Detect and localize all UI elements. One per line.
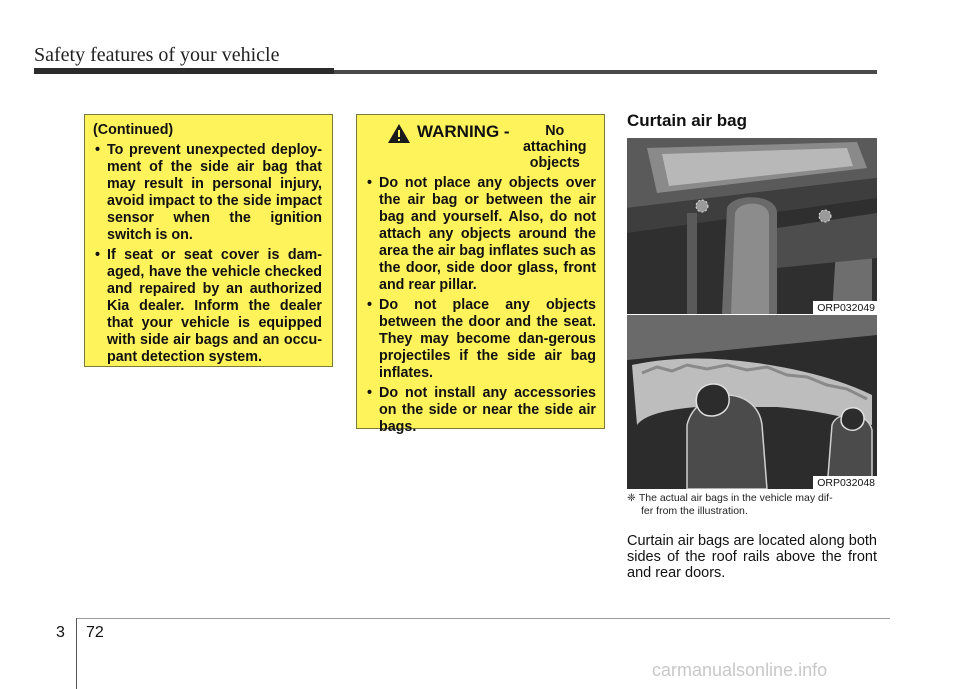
bullet-icon: •: [367, 385, 373, 401]
header-rule-accent: [34, 68, 334, 74]
list-item: [365, 385, 596, 436]
warning-heading: [365, 123, 596, 171]
list-item: [365, 297, 596, 382]
page-header-title: Safety features of your vehicle: [34, 44, 280, 66]
figure-code: ORP032049: [813, 301, 877, 314]
curtain-airbag-illustration-icon: [627, 315, 877, 489]
caution-list: [93, 142, 322, 366]
bullet-icon: •: [367, 297, 373, 313]
footer-rule: [76, 618, 890, 619]
section-title: Curtain air bag: [627, 111, 747, 130]
list-item-text: To prevent unexpected deploy-ment of the side air bag that may result in personal injury, avoid impact to the side impact sensor when the ignition switch is on.: [107, 142, 322, 243]
watermark: carmanualsonline.info: [652, 660, 828, 680]
bullet-icon: •: [95, 247, 101, 263]
footer-divider: [76, 618, 77, 689]
warning-triangle-icon: [387, 123, 411, 144]
illustration-note: [627, 492, 877, 518]
list-item: [365, 175, 596, 294]
bullet-icon: •: [367, 175, 373, 191]
note-mark: ❈: [627, 492, 636, 504]
list-item-text: If seat or seat cover is dam-aged, have the vehicle checked and repaired by an authorized Kia dealer. Inform the dealer that your vehicle is equipped with side air bags and an occu-pant detection system.: [107, 247, 322, 365]
figure-interior-roof: [627, 138, 877, 314]
list-item-text: Do not install any accessories on the side or near the side air bags.: [379, 385, 596, 435]
body-paragraph: Curtain air bags are located along both sides of the roof rails above the front and rear doors.: [627, 533, 877, 581]
list-item: [93, 247, 322, 366]
figure-code: ORP032048: [813, 476, 877, 489]
bullet-icon: •: [95, 142, 101, 158]
warning-word: WARNING -: [417, 122, 510, 141]
list-item: [93, 142, 322, 244]
continued-caution-box: [84, 114, 333, 367]
warning-box: [356, 114, 605, 435]
warning-list: [365, 175, 596, 436]
interior-illustration-icon: [627, 138, 877, 314]
list-item-text: Do not place any objects between the door and the seat. They may become dan-gerous projectiles if the side air bag inflates.: [379, 297, 596, 381]
figure-curtain-airbag: [627, 315, 877, 489]
note-line-2: fer from the illustration.: [641, 505, 748, 517]
warning-subtitle: No attaching objects: [522, 123, 587, 171]
note-line-1: The actual air bags in the vehicle may dif-: [638, 492, 833, 504]
page-number: 72: [86, 624, 104, 641]
list-item-text: Do not place any objects over the air bag or between the air bag and yourself. Also, do not attach any objects around the area the air bag inflates such as the door, side door glass, front and rear pillar.: [379, 175, 596, 293]
chapter-number: 3: [56, 624, 65, 641]
continued-label: (Continued): [93, 122, 174, 138]
